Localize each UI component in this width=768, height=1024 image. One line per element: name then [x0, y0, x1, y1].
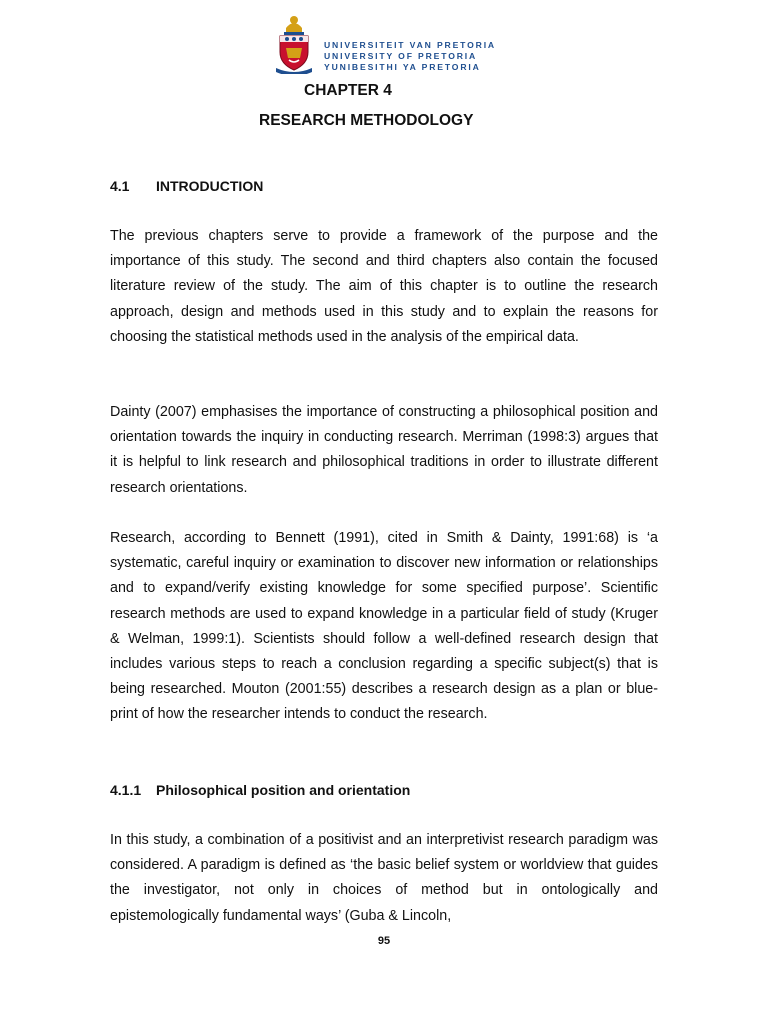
page-number: 95 — [377, 935, 391, 947]
paragraph-3: Research, according to Bennett (1991), cited in Smith & Dainty, 1991:68) is ‘a systematic, careful inquiry or examination to discover new information or relationships and to expand/verify existing knowledge for some specified purpose’. Scientific research methods are used to expand knowledge in a particular field of study (Kruger & Welman, 1999:1). Scientists should follow a well-defined research design that includes various steps to reach a conclusion regarding a specific subject(s) that is being researched. Mouton (2001:55) describes a research design as a plan or blue-print of how the researcher intends to conduct the research. — [110, 530, 658, 723]
paragraph-2: Dainty (2007) emphasises the importance of constructing a philosophical position and orientation towards the inquiry in conducting research. Merriman (1998:3) argues that it is helpful to link research and philosophical traditions in order to illustrate different research orientations. — [110, 404, 658, 496]
section-heading-introduction — [110, 178, 263, 194]
chapter-label: CHAPTER 4 — [304, 82, 392, 99]
section-heading-philosophical — [110, 782, 410, 798]
paragraph-1: The previous chapters serve to provide a framework of the purpose and the importance of this study. The second and third chapters also contain the focused literature review of the study. The aim of this chapter is to outline the research approach, design and methods used in this study and to explain the reasons for choosing the statistical methods used in the analysis of the empirical data. — [110, 228, 658, 345]
university-crest-icon — [274, 14, 314, 74]
section-number: 4.1.1 — [110, 782, 142, 798]
university-name-english: UNIVERSITY OF PRETORIA — [324, 51, 478, 61]
paragraph-4: In this study, a combination of a positivist and an interpretivist research paradigm was considered. A paradigm is defined as ‘the basic belief system or worldview that guides the investigator, not only in choices of method but in ontologically and epistemologically fundamental ways’ (Guba & Lincoln, — [110, 832, 658, 924]
university-logo — [274, 14, 494, 76]
chapter-title: RESEARCH METHODOLOGY — [259, 112, 474, 129]
section-title: INTRODUCTION — [156, 178, 264, 194]
section-title: Philosophical position and orientation — [156, 782, 411, 798]
university-name-sepedi: YUNIBESITHI YA PRETORIA — [324, 62, 481, 72]
university-name-afrikaans: UNIVERSITEIT VAN PRETORIA — [324, 40, 496, 50]
section-number: 4.1 — [110, 178, 130, 194]
university-name — [324, 40, 496, 73]
